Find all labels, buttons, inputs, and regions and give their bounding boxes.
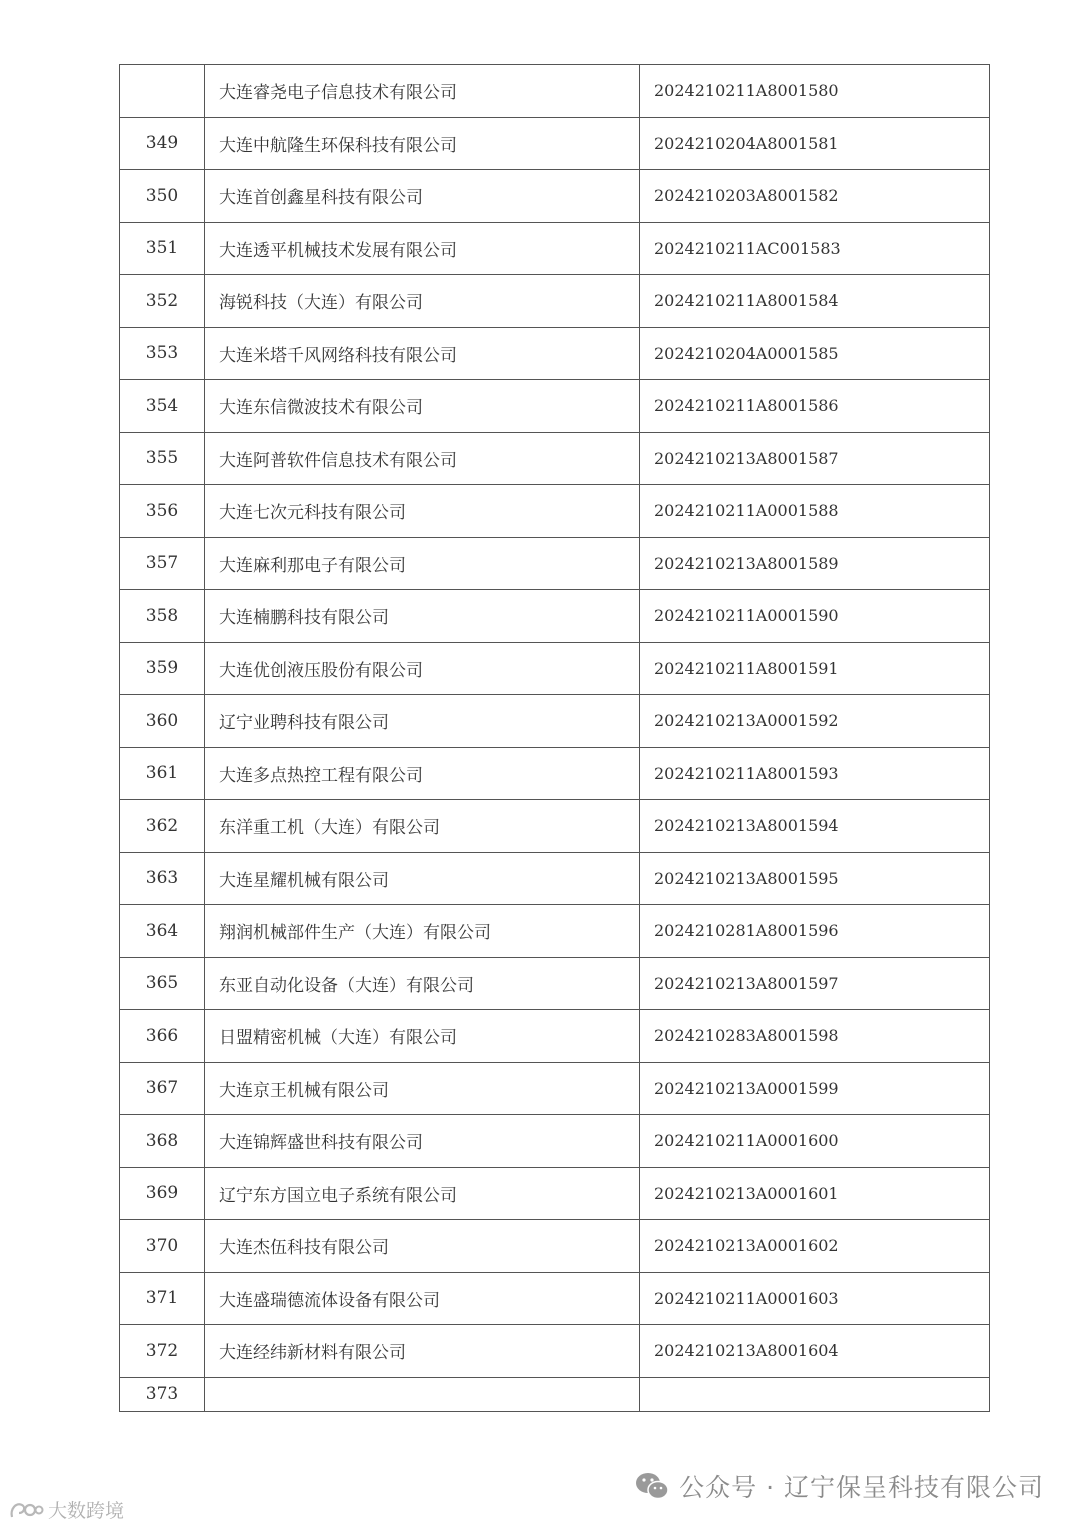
registration-code-cell: 2024210204A0001585 [640,327,990,380]
table-row [120,1220,990,1273]
row-number-cell: 359 [120,642,205,695]
registration-code-cell: 2024210211A8001586 [640,380,990,433]
row-number-cell: 368 [120,1115,205,1168]
table-body [120,65,990,1412]
registration-code-cell: 2024210211A8001591 [640,642,990,695]
registration-code-cell: 2024210213A0001601 [640,1167,990,1220]
registration-code-cell: 2024210213A8001597 [640,957,990,1010]
table-row [120,590,990,643]
registration-code-cell: 2024210211A0001600 [640,1115,990,1168]
company-name-cell: 大连楠鹏科技有限公司 [205,590,640,643]
registration-code-cell: 2024210211A8001580 [640,65,990,118]
row-number-cell: 356 [120,485,205,538]
company-name-cell: 大连睿尧电子信息技术有限公司 [205,65,640,118]
table-row [120,642,990,695]
row-number-cell: 363 [120,852,205,905]
table-row [120,852,990,905]
registration-code-cell: 2024210211A0001603 [640,1272,990,1325]
registration-code-cell: 2024210213A8001604 [640,1325,990,1378]
company-name-cell: 大连锦辉盛世科技有限公司 [205,1115,640,1168]
table-row [120,380,990,433]
registration-code-cell: 2024210211A0001588 [640,485,990,538]
row-number-cell: 350 [120,170,205,223]
table-row [120,1272,990,1325]
row-number-cell: 371 [120,1272,205,1325]
table-row [120,1062,990,1115]
row-number-cell [120,65,205,118]
company-name-cell: 大连东信微波技术有限公司 [205,380,640,433]
company-name-cell: 辽宁东方国立电子系统有限公司 [205,1167,640,1220]
company-name-cell: 大连麻利那电子有限公司 [205,537,640,590]
company-name-cell: 大连京王机械有限公司 [205,1062,640,1115]
row-number-cell: 360 [120,695,205,748]
watermark-text: 公众号 · 辽宁保呈科技有限公司 [679,1473,1044,1502]
registration-code-cell: 2024210281A8001596 [640,905,990,958]
company-name-cell: 大连透平机械技术发展有限公司 [205,222,640,275]
table-row [120,905,990,958]
registration-code-cell: 2024210213A8001595 [640,852,990,905]
registration-code-cell: 2024210213A0001592 [640,695,990,748]
table-row [120,65,990,118]
table-row [120,1010,990,1063]
table-row [120,485,990,538]
table-row [120,695,990,748]
corner-logo-text: 大数跨境 [48,1500,125,1522]
company-name-cell: 大连米塔千风网络科技有限公司 [205,327,640,380]
company-name-cell: 大连杰伍科技有限公司 [205,1220,640,1273]
registration-code-cell: 2024210213A8001594 [640,800,990,853]
table-row [120,1167,990,1220]
company-name-cell: 辽宁业聘科技有限公司 [205,695,640,748]
company-name-cell: 大连七次元科技有限公司 [205,485,640,538]
row-number-cell: 352 [120,275,205,328]
row-number-cell: 370 [120,1220,205,1273]
row-number-cell: 357 [120,537,205,590]
company-name-cell: 东亚自动化设备（大连）有限公司 [205,957,640,1010]
row-number-cell: 373 [120,1377,205,1411]
dashuju-logo-icon [8,1499,44,1521]
row-number-cell: 353 [120,327,205,380]
registration-code-cell: 2024210213A8001587 [640,432,990,485]
table-row [120,1115,990,1168]
table-row [120,537,990,590]
table-row [120,1377,990,1411]
registration-code-cell: 2024210283A8001598 [640,1010,990,1063]
row-number-cell: 358 [120,590,205,643]
company-name-cell: 大连星耀机械有限公司 [205,852,640,905]
row-number-cell: 354 [120,380,205,433]
company-name-cell: 大连阿普软件信息技术有限公司 [205,432,640,485]
row-number-cell: 364 [120,905,205,958]
table-row [120,222,990,275]
registration-code-cell: 2024210204A8001581 [640,117,990,170]
company-name-cell: 大连盛瑞德流体设备有限公司 [205,1272,640,1325]
registration-code-cell: 2024210211A8001593 [640,747,990,800]
table-row [120,1325,990,1378]
company-name-cell: 大连经纬新材料有限公司 [205,1325,640,1378]
company-name-cell: 翔润机械部件生产（大连）有限公司 [205,905,640,958]
company-name-cell: 大连优创液压股份有限公司 [205,642,640,695]
registration-code-cell: 2024210213A0001599 [640,1062,990,1115]
company-name-cell: 大连多点热控工程有限公司 [205,747,640,800]
company-name-cell: 日盟精密机械（大连）有限公司 [205,1010,640,1063]
table-row [120,275,990,328]
registration-code-cell: 2024210211A8001584 [640,275,990,328]
registration-code-cell: 2024210213A0001602 [640,1220,990,1273]
table-row [120,327,990,380]
table-row [120,432,990,485]
company-list-table [119,64,990,1412]
company-name-cell: 海锐科技（大连）有限公司 [205,275,640,328]
company-name-cell: 东洋重工机（大连）有限公司 [205,800,640,853]
registration-code-cell: 2024210211A0001590 [640,590,990,643]
row-number-cell: 349 [120,117,205,170]
row-number-cell: 367 [120,1062,205,1115]
table-row [120,117,990,170]
row-number-cell: 365 [120,957,205,1010]
registration-code-cell [640,1377,990,1411]
row-number-cell: 355 [120,432,205,485]
row-number-cell: 369 [120,1167,205,1220]
table-row [120,747,990,800]
registration-code-cell: 2024210213A8001589 [640,537,990,590]
row-number-cell: 366 [120,1010,205,1063]
registration-code-cell: 2024210203A8001582 [640,170,990,223]
wechat-watermark [635,1466,1044,1506]
corner-logo [8,1496,124,1523]
registration-code-cell: 2024210211AC001583 [640,222,990,275]
row-number-cell: 362 [120,800,205,853]
company-name-cell [205,1377,640,1411]
table-row [120,170,990,223]
company-name-cell: 大连首创鑫星科技有限公司 [205,170,640,223]
row-number-cell: 372 [120,1325,205,1378]
row-number-cell: 351 [120,222,205,275]
table-row [120,957,990,1010]
table-row [120,800,990,853]
row-number-cell: 361 [120,747,205,800]
wechat-icon [635,1471,669,1501]
company-name-cell: 大连中航隆生环保科技有限公司 [205,117,640,170]
